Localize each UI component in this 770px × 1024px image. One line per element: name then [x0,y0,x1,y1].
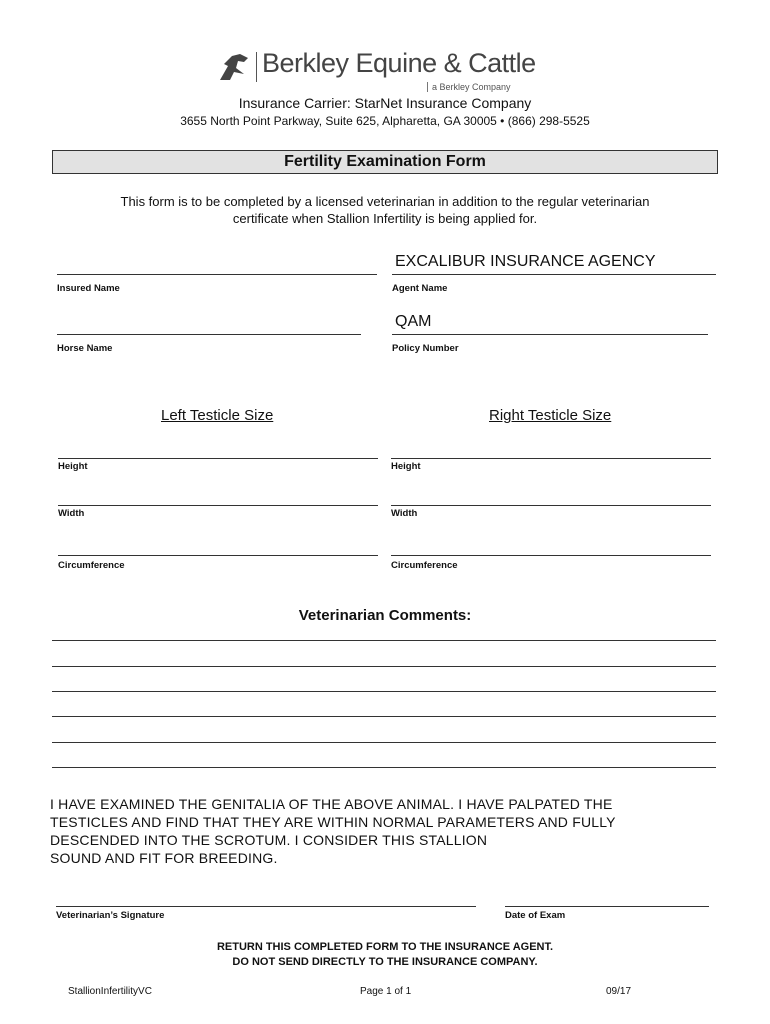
right-width-label: Width [391,508,418,519]
statement-line: I HAVE EXAMINED THE GENITALIA OF THE ABOVE ANIMAL. I HAVE PALPATED THE [50,796,613,812]
agent-name-label: Agent Name [392,283,448,294]
horse-name-label: Horse Name [57,343,113,354]
comment-line[interactable] [52,648,716,667]
right-height-field[interactable] [391,440,711,459]
left-circumference-label: Circumference [58,560,125,571]
page-number: Page 1 of 1 [360,986,412,997]
form-code: StallionInfertilityVC [68,986,152,997]
agent-name-value: EXCALIBUR INSURANCE AGENCY [395,253,656,270]
left-circumference-field[interactable] [58,537,378,556]
form-intro [60,193,710,227]
left-testicle-heading: Left Testicle Size [161,407,274,424]
logo-divider [256,52,257,82]
return-instructions [0,940,770,970]
revision-date: 09/17 [606,986,632,997]
agent-name-field[interactable] [392,252,716,275]
comment-line[interactable] [52,698,716,717]
comment-line[interactable] [52,749,716,768]
insured-name-label: Insured Name [57,283,120,294]
intro-line: This form is to be completed by a licensed veterinarian in addition to the regular veterinarian [120,194,650,209]
statement-line: SOUND AND FIT FOR BREEDING. [50,850,278,866]
comments-heading: Veterinarian Comments: [298,607,472,624]
policy-number-label: Policy Number [392,343,459,354]
horse-name-field[interactable] [57,314,361,335]
veterinarian-signature-field[interactable] [56,888,476,907]
right-testicle-heading: Right Testicle Size [489,407,612,424]
veterinarian-signature-label: Veterinarian’s Signature [56,910,165,921]
comment-line[interactable] [52,622,716,641]
carrier-address: 3655 North Point Parkway, Suite 625, Alpharetta, GA 30005 • (866) 298-5525 [180,114,590,128]
insured-name-field[interactable] [57,254,377,275]
comment-line[interactable] [52,724,716,743]
horse-head-icon [218,52,252,82]
statement-line: DESCENDED INTO THE SCROTUM. I CONSIDER THIS STALLION [50,832,488,848]
veterinarian-statement [50,795,710,867]
left-height-field[interactable] [58,440,378,459]
insurance-carrier: Insurance Carrier: StarNet Insurance Company [238,95,532,111]
date-of-exam-label: Date of Exam [505,910,566,921]
brand-name: Berkley Equine & Cattle [262,48,536,78]
comment-line[interactable] [52,673,716,692]
policy-number-value: QAM [395,313,432,330]
date-of-exam-field[interactable] [505,888,709,907]
brand-tagline: a Berkley Company [427,82,511,92]
company-logo [218,48,536,98]
left-width-label: Width [58,508,85,519]
right-circumference-field[interactable] [391,537,711,556]
right-width-field[interactable] [391,487,711,506]
left-height-label: Height [58,461,88,472]
instruction-line: RETURN THIS COMPLETED FORM TO THE INSURANCE AGENT. [216,941,554,953]
right-height-label: Height [391,461,421,472]
left-width-field[interactable] [58,487,378,506]
intro-line: certificate when Stallion Infertility is being applied for. [232,211,538,226]
statement-line: TESTICLES AND FIND THAT THEY ARE WITHIN NORMAL PARAMETERS AND FULLY [50,814,616,830]
instruction-line: DO NOT SEND DIRECTLY TO THE INSURANCE COMPANY. [232,956,538,968]
right-circumference-label: Circumference [391,560,458,571]
policy-number-field[interactable] [392,312,708,335]
form-title: Fertility Examination Form [52,150,718,174]
